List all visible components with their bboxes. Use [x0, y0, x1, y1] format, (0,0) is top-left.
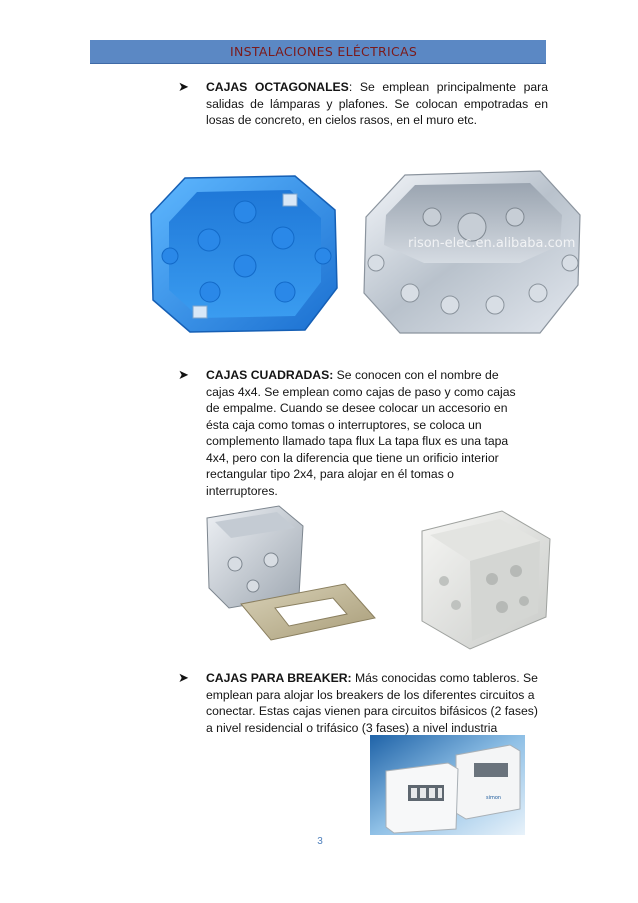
metal-square-box-image: [195, 500, 385, 645]
arrow-bullet-icon: ➤: [178, 670, 189, 685]
header-title: INSTALACIONES ELÉCTRICAS: [230, 44, 418, 59]
arrow-bullet-icon: ➤: [178, 367, 189, 382]
section-body: Más conocidas como tableros. Se emplean para alojar los breakers de los diferentes circuitos a conectar. Estas cajas vienen para circuitos bifásicos (2 fases) a nivel residencial o trifásico (3 fases) a nivel industria: [206, 671, 538, 735]
section-octagonal: [180, 79, 548, 129]
metal-octagonal-box-image: [360, 165, 585, 340]
section-text: [206, 670, 546, 736]
section-square: [180, 367, 548, 499]
section-text: [206, 79, 548, 129]
section-title: CAJAS CUADRADAS:: [206, 368, 334, 382]
blue-octagonal-box-image: [145, 170, 345, 340]
section-title: CAJAS PARA BREAKER:: [206, 671, 352, 685]
section-text: [206, 367, 521, 499]
page-number: 3: [317, 836, 323, 847]
breaker-panel-image: [370, 735, 525, 835]
section-body: Se conocen con el nombre de cajas 4x4. Se emplean como cajas de paso y como cajas de empalme. Cuando se desee colocar un accesorio en ésta caja como tomas o interruptores, se coloca un complemento llamado tapa flux La tapa flux es una tapa 4x4, pero con la diferencia que tiene un orificio interior rectangular tipo 2x4, para alojar en él tomas o interruptores.: [206, 368, 516, 498]
arrow-bullet-icon: ➤: [178, 79, 189, 94]
watermark-text: rison-elec.en.alibaba.com: [408, 236, 576, 251]
section-separator: :: [348, 80, 353, 94]
white-square-box-image: [412, 505, 557, 655]
panel-brand-text: simon: [486, 795, 502, 801]
header-bar: [90, 40, 546, 64]
section-body: Se emplean principalmente para salidas de lámparas y plafones. Se colocan empotradas en losas de concreto, en cielos rasos, en el muro etc.: [206, 80, 548, 127]
section-breaker: [180, 670, 548, 736]
section-title: CAJAS OCTAGONALES: [206, 80, 349, 94]
